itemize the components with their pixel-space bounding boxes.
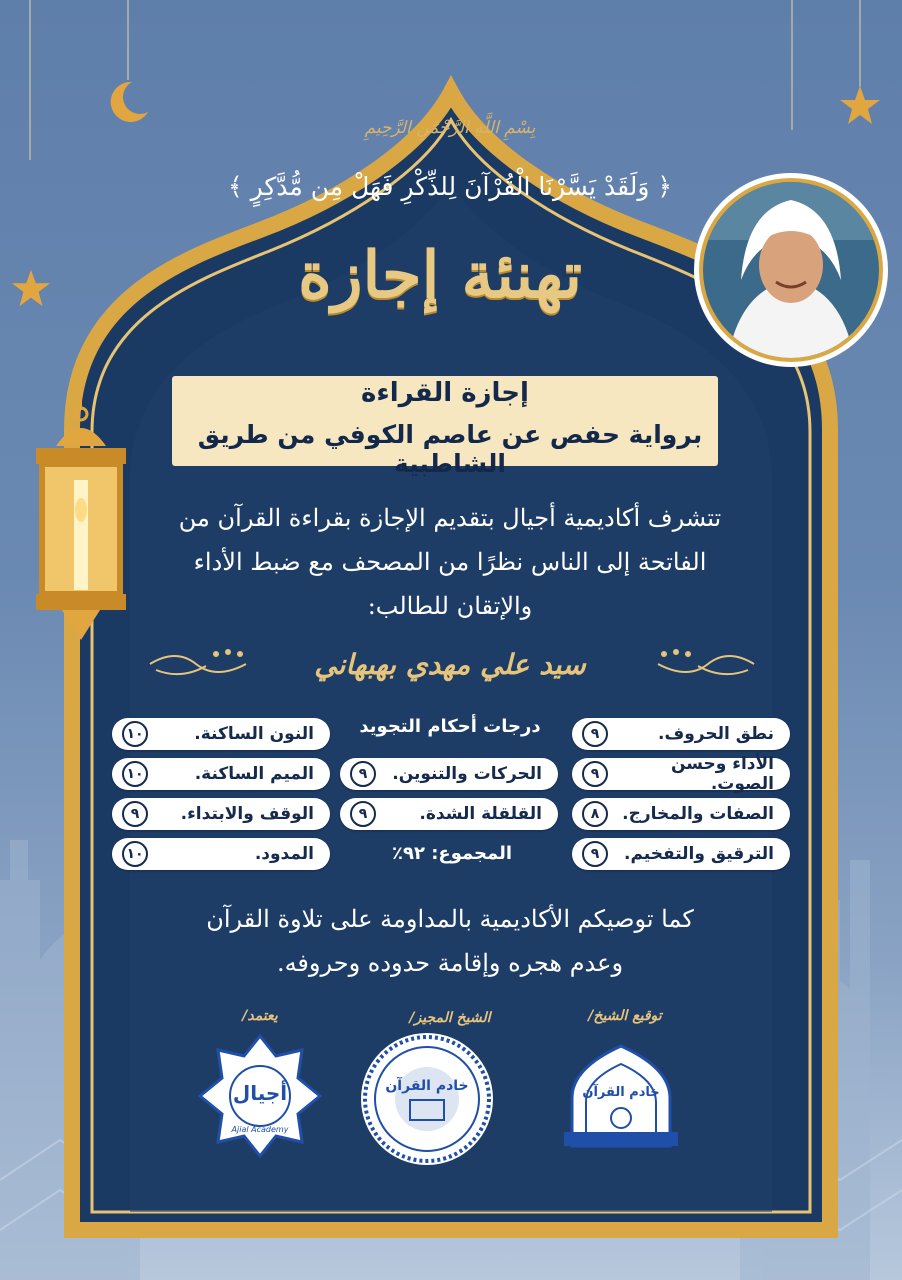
intro-line-1: تتشرف أكاديمية أجيال بتقديم الإجازة بقراءة القرآن من	[178, 504, 722, 532]
grades-heading: درجات أحكام التجويد	[359, 716, 541, 737]
closing-paragraph	[150, 897, 750, 985]
grade-label: النون الساكنة.	[194, 724, 314, 744]
grade-score: ٩	[582, 841, 608, 867]
closing-line-2: وعدم هجره وإقامة حدوده وحروفه.	[276, 949, 624, 977]
grade-label: الأداء وحسن الصوت.	[670, 754, 774, 794]
grade-label: الترقيق والتفخيم.	[624, 844, 774, 864]
intro-paragraph	[140, 496, 760, 628]
banner-line-1: إجازة القراءة	[361, 378, 529, 408]
svg-text:أجيال: أجيال	[232, 1081, 288, 1105]
grade-pill	[112, 718, 330, 750]
grade-score: ٩	[582, 761, 608, 787]
grade-pill	[572, 754, 790, 794]
grade-score: ٩	[350, 761, 376, 787]
grade-pill	[572, 718, 790, 750]
grade-score: ٩	[350, 801, 376, 827]
grade-label: القلقلة الشدة.	[419, 804, 542, 824]
grade-score: ١٠	[122, 841, 148, 867]
lantern-icon	[22, 390, 140, 650]
grade-label: نطق الحروف.	[658, 724, 774, 744]
grade-pill	[572, 838, 790, 870]
grade-score: ٨	[582, 801, 608, 827]
main-title: تهنئة إجازة	[298, 238, 582, 313]
grades-total: المجموع: ٩٢٪	[391, 843, 513, 864]
quran-servant-logo	[552, 1028, 690, 1166]
intro-line-3: والإتقان للطالب:	[367, 592, 533, 620]
grade-pill	[340, 798, 558, 830]
signature-label-left: يعتمد/	[242, 1008, 278, 1024]
ornament-right-icon	[646, 644, 758, 684]
grade-pill	[112, 798, 330, 830]
grade-label: الوقف والابتداء.	[180, 804, 314, 824]
grade-pill	[112, 758, 330, 790]
ajial-academy-logo	[198, 1034, 322, 1158]
logo-text-middle: خادم القرآن	[385, 1078, 469, 1094]
grade-label: الصفات والمخارج.	[622, 804, 774, 824]
grade-score: ١٠	[122, 761, 148, 787]
grade-pill	[572, 798, 790, 830]
grade-score: ٩	[122, 801, 148, 827]
banner-line-2: برواية حفص عن عاصم الكوفي من طريق الشاطبية	[197, 420, 703, 478]
grade-label: المدود.	[254, 844, 314, 864]
sheikh-stamp-logo	[358, 1030, 496, 1168]
grade-score: ١٠	[122, 721, 148, 747]
logo-text-right: خادم القرآن	[582, 1085, 660, 1100]
grade-pill	[112, 838, 330, 870]
logo-text-left: Ajial Academy	[231, 1125, 289, 1134]
signature-label-middle: الشيخ المجيز/	[409, 1010, 491, 1026]
grade-label: الحركات والتنوين.	[392, 764, 542, 784]
closing-line-1: كما توصيكم الأكاديمية بالمداومة على تلاوة القرآن	[206, 905, 694, 933]
quran-verse: ﴿ وَلَقَدْ يَسَّرْنَا الْقُرْآنَ لِلذِّكْرِ فَهَلْ مِن مُّدَّكِرٍ ﴾	[227, 172, 673, 201]
signature-label-right: توقيع الشيخ/	[588, 1008, 662, 1024]
basmala: بِسْمِ اللَّهِ الرَّحْمَٰنِ الرَّحِيمِ	[364, 118, 536, 138]
intro-line-2: الفاتحة إلى الناس نظرًا من المصحف مع ضبط الأداء	[193, 548, 707, 576]
grade-pill	[340, 758, 558, 790]
grade-score: ٩	[582, 721, 608, 747]
grade-label: الميم الساكنة.	[194, 764, 314, 784]
ornament-left-icon	[146, 644, 258, 684]
student-photo	[686, 170, 896, 370]
student-name: سيد علي مهدي بهبهاني	[314, 648, 586, 681]
